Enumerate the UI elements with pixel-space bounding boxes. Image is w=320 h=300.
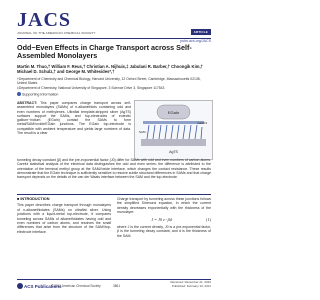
oxide-label: Ga2O3 xyxy=(197,121,207,125)
paper-title: Odd−Even Effects in Charge Transport across Self-Assembled Monolayers xyxy=(17,43,192,61)
journal-url-link[interactable]: pubs.acs.org/JACS xyxy=(180,39,211,43)
silver-substrate xyxy=(141,139,206,146)
article-type-badge: ARTICLE xyxy=(191,29,211,35)
equation-text: J = J0 e−βd xyxy=(151,216,172,222)
page-number: 3861 xyxy=(113,284,121,288)
toc-graphic xyxy=(134,100,213,160)
journal-logo: JACS xyxy=(17,9,72,31)
author-list: Martin M. Thuo,† William F. Reus,† Christian A. Nijhuis,‡ Jabulani R. Barber,† Choongik Kim,† Michael D. Schulz,† and George M. Whitesides*,† xyxy=(17,64,203,75)
body-column-right xyxy=(117,197,211,238)
affiliation-nus: ‡Department of Chemistry, National University of Singapore, 3 Science Drive 3, Singapore 117543 xyxy=(17,85,165,90)
abstract-lower: tunneling decay constant (β) and the pre-exponential factor (J0) differ for SAMs with odd and even numbers of carbon atoms. Careful statistical analysis of the electrical data distinguishes the odd and even series; the difference is attributed to the orientation of the terminal methyl group at the SAM//oxide interface, which changes the contact resistance. These results demonstrate that the EGaIn technique is sufficiently sensitive to resolve subtle structural differences in SAMs and that charge transport depends on the details of the van der Waals interface between the SAM and the top-electrode. xyxy=(17,158,211,180)
affiliations xyxy=(17,77,207,90)
header-divider xyxy=(17,38,211,39)
section-heading-introduction: ■ INTRODUCTION xyxy=(17,197,50,201)
journal-subtitle: JOURNAL OF THE AMERICAN CHEMICAL SOCIETY xyxy=(17,31,96,35)
received-date: Received: December 21, 2010 xyxy=(170,280,211,284)
equation-number: (1) xyxy=(206,216,211,222)
copyright: © 2011 American Chemical Society xyxy=(51,284,101,288)
affiliation-harvard: †Department of Chemistry and Chemical Biology, Harvard University, 12 Oxford Street, Cambridge, Massachusetts 02138, United States xyxy=(17,77,201,86)
acs-logo-icon xyxy=(17,283,23,289)
egain-label: EGaIn xyxy=(167,110,180,115)
published-date: Published: February 10, 2011 xyxy=(171,283,211,288)
right-paragraph-2: where J is the current density, J0 is a pre-exponential factor, β is the tunneling decay constant, and d is the thickness of the SAM. xyxy=(117,225,211,238)
abstract-divider xyxy=(17,194,211,195)
abstract-upper xyxy=(17,101,131,135)
junction-schematic xyxy=(135,101,212,159)
abstract-text-upper: This paper compares charge transport across self-assembled monolayers (SAMs) of n-alkanethiols containing odd and even numbers of methylenes. Ultraflat template-stripped silver (AgTS) surfaces support the SAMs, and top-electrodes of eutectic gallium−indium (EGaIn) contact the SAMs to form metal/SAM//oxide/EGaIn junctions. The EGaIn top-electrode is compatible with ambient temperature and yields large numbers of data. The result is a clear xyxy=(17,101,131,136)
oxide-layer xyxy=(143,121,204,124)
supporting-information-link[interactable] xyxy=(17,92,58,97)
publication-dates xyxy=(170,281,211,289)
acs-logo-text: ACS Publications xyxy=(24,284,62,289)
equation-1 xyxy=(117,218,211,222)
abstract-label: ABSTRACT: xyxy=(17,101,38,105)
journal-masthead xyxy=(17,10,96,35)
intro-paragraph: This paper describes charge transport through monolayers of n-alkanethiolates (SAMs) on ultraflat silver. Using junctions with a liquid-metal top-electrode, it compares tunneling across SAMs of alkanethiolates having odd and even numbers of carbon atoms, and resolves the small differences that arise from the structure of the SAM//top-electrode interface. xyxy=(17,203,111,234)
right-paragraph: Charge transport by tunneling across these junctions follows the simplified Simmons equation, in which the current density decreases exponentially with the thickness of the monolayer: xyxy=(117,197,211,215)
body-column-left xyxy=(17,197,111,234)
sam-molecules xyxy=(147,125,202,139)
header-right xyxy=(180,20,211,43)
sam-label: SAM xyxy=(139,130,146,134)
supporting-info-label: Supporting Information xyxy=(22,92,59,97)
supporting-info-icon xyxy=(17,92,21,96)
metal-label: AgTS xyxy=(169,150,178,154)
